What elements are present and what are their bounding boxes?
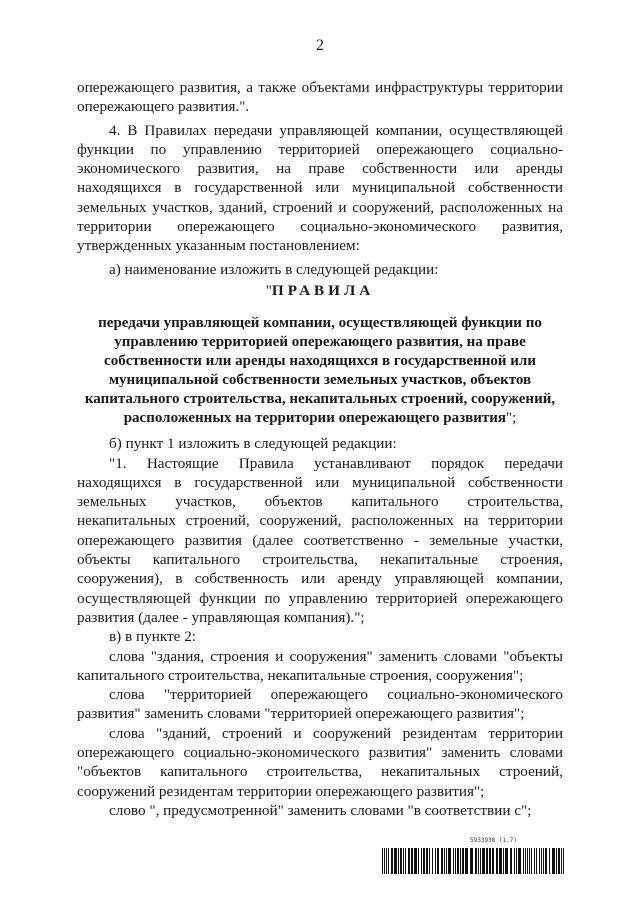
document-body	[77, 78, 563, 820]
paragraph-replace-2: слова "территорией опережающего социально-экономического развития" заменить словами "территорией опережающего развития";	[77, 686, 563, 723]
title-text: ПРАВИЛА	[271, 281, 375, 299]
paragraph-replace-1: слова "здания, строения и сооружения" заменить словами "объекты капитального строительства, некапитальные строения, сооружения";	[77, 647, 563, 684]
paragraph-replace-3: слова "зданий, строений и сооружений резидентам территории опережающего социально-экономического развития" заменить словами "объектов капитального строительства, некапитальных строений, сооружений резидентам территории опережающего развития";	[77, 724, 563, 800]
document-code: 5933938 (1.7)	[470, 837, 517, 844]
paragraph-replace-4: слово ", предусмотренной" заменить словами "в соответствии с";	[109, 801, 532, 819]
paragraph-item-v: в) в пункте 2:	[109, 628, 197, 646]
paragraph-item-b: б) пункт 1 изложить в следующей редакции:	[109, 435, 397, 453]
subtitle-tail: ";	[505, 410, 517, 427]
rules-title	[77, 281, 563, 300]
title-quote: "	[265, 281, 272, 299]
page-number: 2	[316, 37, 324, 54]
paragraph-continuation: опережающего развития, а также объектами инфраструктуры территории опережающего развития.".	[77, 79, 563, 116]
barcode	[382, 848, 566, 874]
paragraph-point-1: "1. Настоящие Правила устанавливают порядок передачи находящихся в государственной или муниципальной собственности земельных участков, объектов капитального строительства, некапитальных строений, сооружений, расположенных на территории опережающего развития (далее соответственно - земельные участки, объекты капитального строительства, некапитальные строения, сооружения), в собственность или аренду управляющей компании, осуществляющей функции по управлению территорией опережающего развития (далее - управляющая компания).";	[77, 454, 563, 626]
subtitle-text: передачи управляющей компании, осуществляющей функции по управлению территорией опережающего развития, на праве собственности или аренды находящихся в государственной или муниципальной собственности земельных участков, объектов капитального строительства, некапитальных строений, сооружений, расположенных на территории опережающего развития	[84, 315, 556, 427]
paragraph-item-a: а) наименование изложить в следующей редакции:	[109, 260, 439, 278]
paragraph-item-4: 4. В Правилах передачи управляющей компании, осуществляющей функции по управлению территорией опережающего социально-экономического развития, на праве собственности или аренды находящихся в государственной или муниципальной собственности земельных участков, зданий, строений и сооружений, расположенных на территории опережающего социально-экономического развития, утвержденных указанным постановлением:	[77, 121, 563, 255]
rules-subtitle	[77, 314, 563, 428]
